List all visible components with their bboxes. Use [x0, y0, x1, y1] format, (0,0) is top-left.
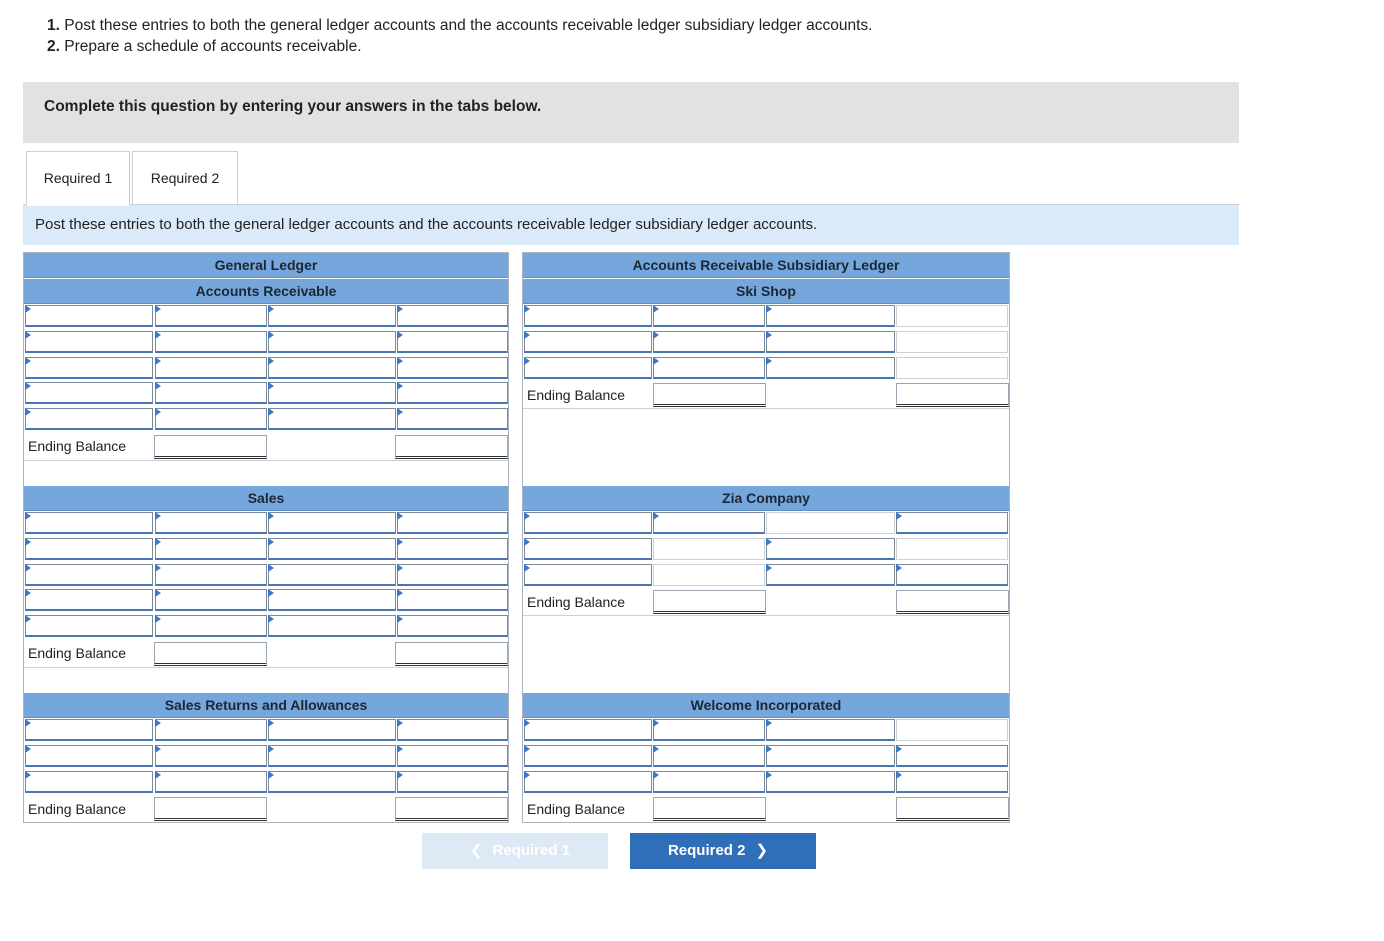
ledger-entry-input[interactable]: [397, 745, 508, 767]
prompt-bar: [23, 205, 1239, 245]
ledger-entry-input[interactable]: [268, 408, 396, 430]
ledger-entry-input[interactable]: [896, 331, 1008, 353]
ledger-entry-input[interactable]: [25, 589, 153, 611]
ledger-entry-input[interactable]: [524, 331, 652, 353]
dropdown-marker-icon: [653, 357, 659, 365]
row-divider: [24, 667, 508, 668]
ledger-entry-input[interactable]: [397, 305, 508, 327]
question-banner: [23, 82, 1239, 143]
dropdown-marker-icon: [155, 745, 161, 753]
dropdown-marker-icon: [896, 512, 902, 520]
ledger-entry-input[interactable]: [25, 305, 153, 327]
dropdown-marker-icon: [524, 745, 530, 753]
ledger-entry-input[interactable]: [896, 538, 1008, 560]
ledger-entry-input[interactable]: [524, 538, 652, 560]
ledger-entry-input[interactable]: [268, 512, 396, 534]
dropdown-marker-icon: [524, 564, 530, 572]
ledger-entry-input[interactable]: [155, 771, 267, 793]
dropdown-marker-icon: [25, 305, 31, 313]
ledger-entry-input[interactable]: [896, 305, 1008, 327]
dropdown-marker-icon: [155, 512, 161, 520]
account-title-welcome-incorporated: Welcome Incorporated: [523, 693, 1009, 718]
dropdown-marker-icon: [896, 745, 902, 753]
ledger-entry-input[interactable]: [268, 538, 396, 560]
ending-balance-input[interactable]: [896, 797, 1009, 821]
dropdown-marker-icon: [766, 771, 772, 779]
ledger-entry-input[interactable]: [397, 771, 508, 793]
ledger-entry-input[interactable]: [766, 331, 895, 353]
chevron-right-icon: ❯: [755, 842, 769, 859]
dropdown-marker-icon: [268, 382, 274, 390]
ending-balance-input[interactable]: [653, 383, 766, 407]
ledger-entry-input[interactable]: [268, 382, 396, 404]
ledger-entry-input[interactable]: [524, 305, 652, 327]
dropdown-marker-icon: [268, 331, 274, 339]
dropdown-marker-icon: [25, 538, 31, 546]
ending-balance-input[interactable]: [395, 797, 508, 821]
ending-balance-label: Ending Balance: [28, 801, 127, 817]
ledger-entry-input[interactable]: [653, 512, 765, 534]
subsidiary-ledger-title: Accounts Receivable Subsidiary Ledger: [523, 253, 1009, 278]
dropdown-marker-icon: [524, 357, 530, 365]
ending-balance-label: Ending Balance: [527, 594, 626, 610]
ledger-entry-input[interactable]: [896, 771, 1008, 793]
dropdown-marker-icon: [524, 305, 530, 313]
ending-balance-input[interactable]: [154, 642, 267, 666]
dropdown-marker-icon: [25, 615, 31, 623]
ledger-entry-input[interactable]: [155, 538, 267, 560]
ledger-entry-input[interactable]: [25, 408, 153, 430]
ending-balance-input[interactable]: [395, 435, 508, 459]
instruction-2: 2. Prepare a schedule of accounts receivable.: [47, 38, 362, 55]
dropdown-marker-icon: [155, 357, 161, 365]
tab-required-1[interactable]: Required 1: [26, 151, 130, 206]
chevron-left-icon: ❮: [469, 842, 483, 859]
ledger-entry-input[interactable]: [766, 512, 895, 534]
ledger-entry-input[interactable]: [524, 512, 652, 534]
general-ledger-panel: [23, 252, 509, 823]
ledger-entry-input[interactable]: [155, 331, 267, 353]
dropdown-marker-icon: [397, 745, 403, 753]
dropdown-marker-icon: [766, 538, 772, 546]
ledger-entry-input[interactable]: [653, 745, 765, 767]
subsidiary-ledger-panel: [522, 252, 1010, 823]
ledger-entry-input[interactable]: [155, 745, 267, 767]
ledger-entry-input[interactable]: [766, 564, 895, 586]
dropdown-marker-icon: [766, 331, 772, 339]
instruction-1: 1. Post these entries to both the general ledger accounts and the accounts receivable ledger subsidiary ledger accounts.: [47, 17, 873, 34]
dropdown-marker-icon: [155, 408, 161, 416]
ending-balance-label: Ending Balance: [527, 801, 626, 817]
dropdown-marker-icon: [896, 564, 902, 572]
dropdown-marker-icon: [25, 719, 31, 727]
dropdown-marker-icon: [653, 719, 659, 727]
ledger-entry-input[interactable]: [524, 771, 652, 793]
dropdown-marker-icon: [268, 305, 274, 313]
ledger-entry-input[interactable]: [25, 615, 153, 637]
ledger-entry-input[interactable]: [25, 331, 153, 353]
dropdown-marker-icon: [155, 538, 161, 546]
dropdown-marker-icon: [25, 564, 31, 572]
ledger-entry-input[interactable]: [653, 305, 765, 327]
dropdown-marker-icon: [25, 745, 31, 753]
dropdown-marker-icon: [766, 745, 772, 753]
dropdown-marker-icon: [397, 589, 403, 597]
dropdown-marker-icon: [397, 719, 403, 727]
ending-balance-input[interactable]: [154, 797, 267, 821]
dropdown-marker-icon: [268, 357, 274, 365]
ledger-entry-input[interactable]: [25, 745, 153, 767]
account-title-zia-company: Zia Company: [523, 486, 1009, 511]
ledger-entry-input[interactable]: [268, 615, 396, 637]
ending-balance-label: Ending Balance: [28, 438, 127, 454]
dropdown-marker-icon: [766, 357, 772, 365]
dropdown-marker-icon: [653, 771, 659, 779]
dropdown-marker-icon: [25, 382, 31, 390]
ending-balance-label: Ending Balance: [527, 387, 626, 403]
ending-balance-input[interactable]: [653, 797, 766, 821]
dropdown-marker-icon: [155, 564, 161, 572]
ledger-entry-input[interactable]: [766, 357, 895, 379]
dropdown-marker-icon: [25, 331, 31, 339]
ledger-entry-input[interactable]: [896, 719, 1008, 741]
ledger-entry-input[interactable]: [268, 331, 396, 353]
ledger-entry-input[interactable]: [653, 719, 765, 741]
ledger-entry-input[interactable]: [397, 538, 508, 560]
dropdown-marker-icon: [268, 538, 274, 546]
dropdown-marker-icon: [397, 771, 403, 779]
dropdown-marker-icon: [524, 331, 530, 339]
dropdown-marker-icon: [397, 331, 403, 339]
dropdown-marker-icon: [268, 512, 274, 520]
dropdown-marker-icon: [653, 305, 659, 313]
ledger-entry-input[interactable]: [155, 512, 267, 534]
dropdown-marker-icon: [397, 408, 403, 416]
dropdown-marker-icon: [766, 564, 772, 572]
dropdown-marker-icon: [155, 771, 161, 779]
dropdown-marker-icon: [155, 305, 161, 313]
dropdown-marker-icon: [397, 305, 403, 313]
ledger-entry-input[interactable]: [155, 305, 267, 327]
ledger-entry-input[interactable]: [155, 357, 267, 379]
dropdown-marker-icon: [155, 589, 161, 597]
ending-balance-input[interactable]: [395, 642, 508, 666]
ledger-entry-input[interactable]: [397, 589, 508, 611]
ledger-entry-input[interactable]: [25, 538, 153, 560]
row-divider: [24, 460, 508, 461]
dropdown-marker-icon: [155, 331, 161, 339]
dropdown-marker-icon: [25, 771, 31, 779]
ledger-entry-input[interactable]: [268, 745, 396, 767]
ledger-entry-input[interactable]: [896, 357, 1008, 379]
ledger-entry-input[interactable]: [268, 305, 396, 327]
ledger-entry-input[interactable]: [397, 615, 508, 637]
account-title-ski-shop: Ski Shop: [523, 279, 1009, 304]
ending-balance-input[interactable]: [896, 590, 1009, 614]
tab-required-2[interactable]: Required 2: [132, 151, 238, 206]
dropdown-marker-icon: [155, 719, 161, 727]
account-title-accounts-receivable: Accounts Receivable: [24, 279, 508, 304]
dropdown-marker-icon: [25, 589, 31, 597]
dropdown-marker-icon: [25, 357, 31, 365]
account-title-sales: Sales: [24, 486, 508, 511]
row-divider: [523, 615, 1009, 616]
dropdown-marker-icon: [397, 564, 403, 572]
ledger-entry-input[interactable]: [653, 331, 765, 353]
ledger-entry-input[interactable]: [766, 719, 895, 741]
dropdown-marker-icon: [397, 357, 403, 365]
ledger-entry-input[interactable]: [25, 512, 153, 534]
ending-balance-input[interactable]: [653, 590, 766, 614]
dropdown-marker-icon: [766, 719, 772, 727]
ledger-entry-input[interactable]: [524, 564, 652, 586]
ledger-entry-input[interactable]: [524, 745, 652, 767]
dropdown-marker-icon: [268, 745, 274, 753]
ledger-entry-input[interactable]: [155, 564, 267, 586]
general-ledger-title: General Ledger: [24, 253, 508, 278]
ledger-entry-input[interactable]: [397, 357, 508, 379]
ledger-entry-input[interactable]: [896, 564, 1008, 586]
banner-text: Complete this question by entering your answers in the tabs below.: [44, 98, 542, 115]
dropdown-marker-icon: [397, 615, 403, 623]
row-divider: [523, 408, 1009, 409]
dropdown-marker-icon: [524, 538, 530, 546]
ledger-entry-input[interactable]: [397, 331, 508, 353]
dropdown-marker-icon: [653, 331, 659, 339]
dropdown-marker-icon: [268, 408, 274, 416]
ledger-entry-input[interactable]: [25, 564, 153, 586]
ledger-entry-input[interactable]: [397, 382, 508, 404]
dropdown-marker-icon: [155, 615, 161, 623]
dropdown-marker-icon: [268, 564, 274, 572]
ledger-entry-input[interactable]: [896, 745, 1008, 767]
ledger-entry-input[interactable]: [25, 382, 153, 404]
dropdown-marker-icon: [25, 408, 31, 416]
dropdown-marker-icon: [524, 512, 530, 520]
dropdown-marker-icon: [397, 382, 403, 390]
ledger-entry-input[interactable]: [896, 512, 1008, 534]
dropdown-marker-icon: [155, 382, 161, 390]
ledger-entry-input[interactable]: [766, 771, 895, 793]
ledger-entry-input[interactable]: [25, 357, 153, 379]
dropdown-marker-icon: [268, 771, 274, 779]
dropdown-marker-icon: [397, 538, 403, 546]
instructions: [47, 15, 872, 57]
ledger-entry-input[interactable]: [25, 771, 153, 793]
ledger-entry-input[interactable]: [155, 719, 267, 741]
ledger-entry-input[interactable]: [653, 538, 765, 560]
ledger-entry-input[interactable]: [155, 615, 267, 637]
dropdown-marker-icon: [524, 719, 530, 727]
ledger-entry-input[interactable]: [155, 382, 267, 404]
dropdown-marker-icon: [25, 512, 31, 520]
ledger-entry-input[interactable]: [766, 538, 895, 560]
ledger-entry-input[interactable]: [25, 719, 153, 741]
ending-balance-label: Ending Balance: [28, 645, 127, 661]
ledger-entry-input[interactable]: [653, 564, 765, 586]
ledger-entry-input[interactable]: [397, 719, 508, 741]
ledger-entry-input[interactable]: [524, 357, 652, 379]
ledger-entry-input[interactable]: [155, 408, 267, 430]
ledger-entry-input[interactable]: [397, 564, 508, 586]
dropdown-marker-icon: [766, 305, 772, 313]
dropdown-marker-icon: [653, 512, 659, 520]
ledger-entry-input[interactable]: [397, 512, 508, 534]
ledger-entry-input[interactable]: [268, 564, 396, 586]
ledger-entry-input[interactable]: [268, 357, 396, 379]
dropdown-marker-icon: [397, 512, 403, 520]
ledger-entry-input[interactable]: [524, 719, 652, 741]
dropdown-marker-icon: [524, 771, 530, 779]
dropdown-marker-icon: [268, 719, 274, 727]
ledger-entry-input[interactable]: [268, 771, 396, 793]
dropdown-marker-icon: [268, 589, 274, 597]
prompt-text: Post these entries to both the general ledger accounts and the accounts receivable ledger subsidiary ledger accounts.: [35, 216, 818, 233]
ledger-entry-input[interactable]: [653, 357, 765, 379]
ledger-entry-input[interactable]: [155, 589, 267, 611]
ledger-entry-input[interactable]: [653, 771, 765, 793]
dropdown-marker-icon: [653, 745, 659, 753]
next-required-2-button[interactable]: [630, 833, 816, 869]
ending-balance-input[interactable]: [896, 383, 1009, 407]
ledger-entry-input[interactable]: [268, 589, 396, 611]
ledger-entry-input[interactable]: [766, 745, 895, 767]
prev-button-label: Required 1: [492, 842, 571, 859]
ending-balance-input[interactable]: [154, 435, 267, 459]
ledger-entry-input[interactable]: [268, 719, 396, 741]
account-title-sales-returns: Sales Returns and Allowances: [24, 693, 508, 718]
ledger-entry-input[interactable]: [766, 305, 895, 327]
dropdown-marker-icon: [268, 615, 274, 623]
dropdown-marker-icon: [896, 771, 902, 779]
ledger-entry-input[interactable]: [397, 408, 508, 430]
next-button-label: Required 2: [667, 842, 746, 859]
prev-required-1-button[interactable]: [422, 833, 608, 869]
